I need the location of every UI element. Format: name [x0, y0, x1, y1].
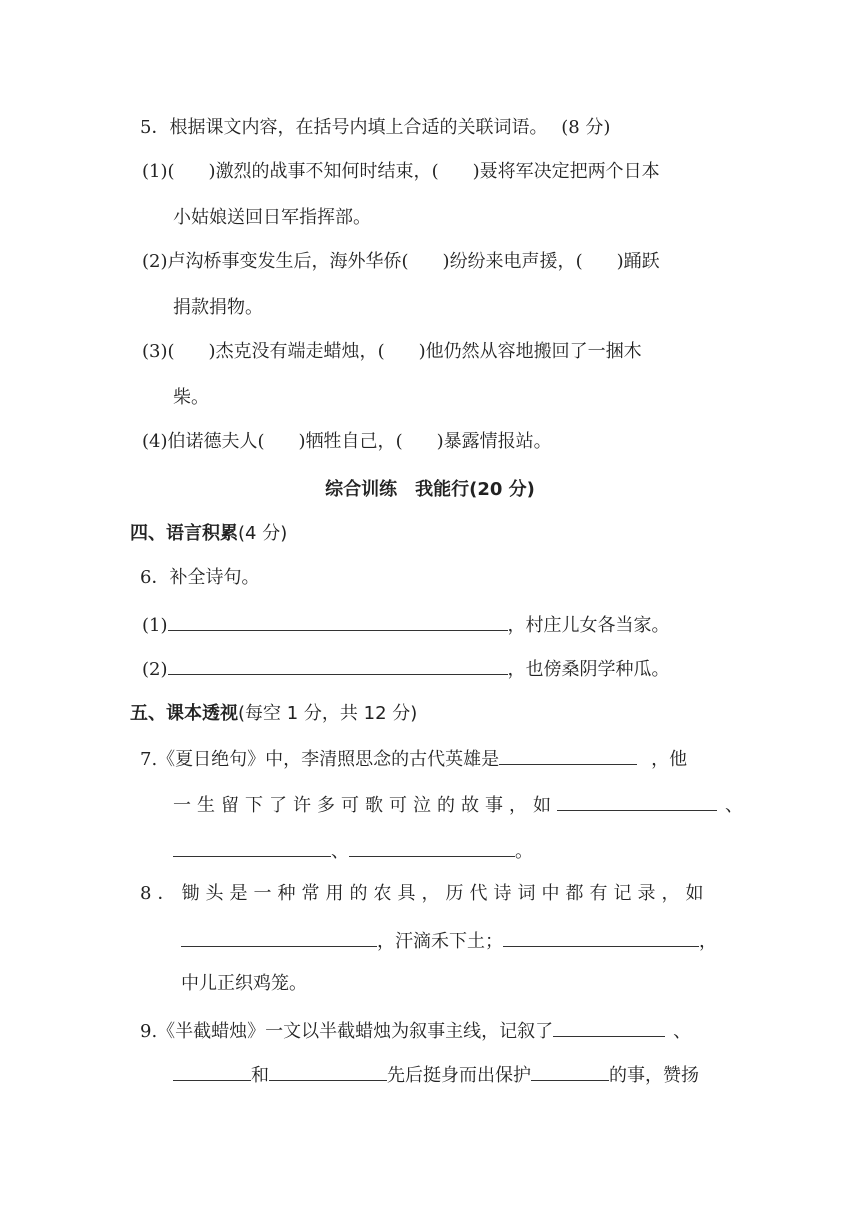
answer-blank[interactable] [499, 746, 637, 765]
question-6-title: 6．补全诗句。 [140, 567, 260, 588]
question-5-item-3: (3)( )杰克没有端走蜡烛，( )他仍然从容地搬回了一捆木 [142, 341, 642, 362]
answer-paren[interactable]: ( ) [575, 251, 624, 272]
answer-blank[interactable] [181, 928, 377, 947]
answer-paren[interactable]: ( ) [431, 161, 480, 182]
answer-blank[interactable] [531, 1062, 609, 1081]
question-5-item-1: (1)( )激烈的战事不知何时结束，( )聂将军决定把两个日本 [142, 161, 660, 182]
question-5-title: 5．根据课文内容，在括号内填上合适的关联词语。 (8 分) [140, 117, 611, 138]
section-5-heading: 五、课本透视(每空 1 分，共 12 分) [130, 703, 418, 724]
question-5-item-3-cont: 柴。 [173, 387, 209, 408]
score-label: (8 分) [561, 117, 611, 138]
question-7-line-3: 、 。 [173, 838, 533, 864]
answer-paren[interactable]: ( ) [167, 341, 216, 362]
answer-blank[interactable] [173, 1062, 251, 1081]
answer-blank[interactable] [503, 928, 699, 947]
question-7-line-2: 一生留下了许多可歌可泣的故事，如 、 [173, 792, 743, 818]
answer-paren[interactable]: ( ) [257, 431, 306, 452]
question-8-line-1: 8．锄头是一种常用的农具，历代诗词中都有记录，如 [140, 883, 710, 904]
question-5-item-1-cont: 小姑娘送回日军指挥部。 [173, 207, 371, 228]
answer-blank[interactable] [168, 612, 508, 631]
question-8-line-3: 中儿正织鸡笼。 [181, 973, 307, 994]
question-7-line-1: 7.《夏日绝句》中，李清照思念的古代英雄是 ，他 [140, 746, 687, 772]
question-5-item-2-cont: 捐款捐物。 [173, 297, 263, 318]
answer-paren[interactable]: ( ) [167, 161, 216, 182]
question-5-item-2: (2)卢沟桥事变发生后，海外华侨( )纷纷来电声援，( )踊跃 [142, 251, 660, 272]
answer-blank[interactable] [269, 1062, 387, 1081]
answer-blank[interactable] [173, 838, 331, 857]
answer-paren[interactable]: ( ) [377, 341, 426, 362]
answer-blank[interactable] [553, 1018, 665, 1037]
question-9-line-1: 9.《半截蜡烛》一文以半截蜡烛为叙事主线，记叙了 、 [140, 1018, 691, 1044]
answer-paren[interactable]: ( ) [395, 431, 444, 452]
answer-blank[interactable] [349, 838, 515, 857]
answer-blank[interactable] [557, 792, 717, 811]
question-6-line-1: (1) ，村庄儿女各当家。 [142, 612, 670, 638]
question-5-item-4: (4)伯诺德夫人( )牺牲自己，( )暴露情报站。 [142, 431, 552, 452]
answer-blank[interactable] [168, 656, 508, 675]
question-6-line-2: (2) ，也傍桑阴学种瓜。 [142, 656, 670, 682]
answer-paren[interactable]: ( ) [401, 251, 450, 272]
section-4-heading: 四、语言积累(4 分) [130, 523, 288, 544]
question-9-line-2: 和 先后挺身而出保护 的事，赞扬 [173, 1062, 699, 1088]
section-title: 综合训练 我能行(20 分) [325, 479, 535, 500]
question-8-line-2: ，汗滴禾下土； ， [173, 928, 717, 954]
